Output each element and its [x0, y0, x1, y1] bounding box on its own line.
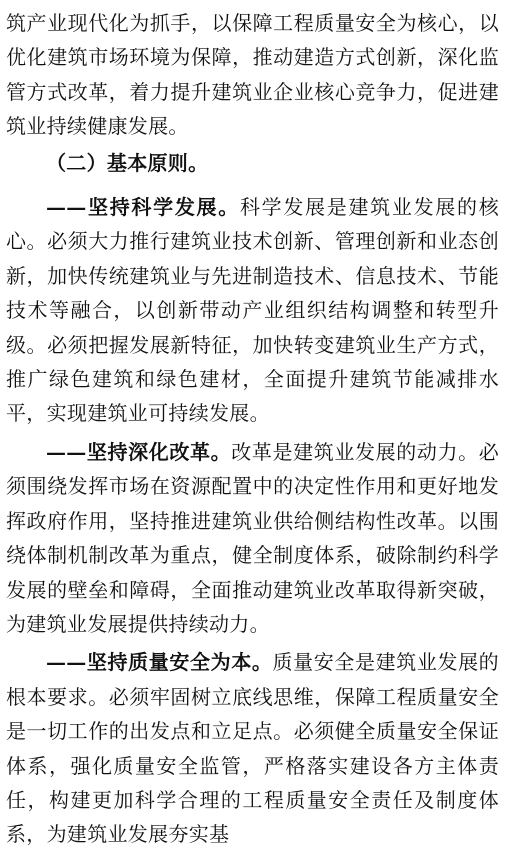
- intro-paragraph: 筑产业现代化为抓手，以保障工程质量安全为核心，以优化建筑市场环境为保障，推动建造方式创新，深化监管方式改革，着力提升建筑业企业核心竞争力，促进建筑业持续健康发展。: [6, 11, 499, 139]
- principle-paragraph-science: [6, 190, 499, 431]
- principle-body: 改革是建筑业发展的动力。必须围绕发挥市场在资源配置中的决定性作用和更好地发挥政府作用，坚持推进建筑业供给侧结构性改革。以围绕体制机制改革为重点，健全制度体系，破除制约科学发展的壁垒和障碍，全面推动建筑业改革取得新突破，为建筑业发展提供持续动力。: [6, 439, 499, 636]
- principle-body: 科学发展是建筑业发展的核心。必须大力推行建筑业技术创新、管理创新和业态创新，加快传统建筑业与先进制造技术、信息技术、节能技术等融合，以创新带动产业组织结构调整和转型升级。必须把握发展新特征，加快转变建筑业生产方式，推广绿色建筑和绿色建材，全面提升建筑节能减排水平，实现建筑业可持续发展。: [6, 195, 499, 426]
- section-heading: （二）基本原则。: [46, 150, 209, 175]
- principle-lead: ——坚持深化改革。: [46, 439, 232, 464]
- principle-paragraph-quality-safety: [6, 645, 499, 851]
- principle-lead: ——坚持质量安全为本。: [46, 650, 273, 675]
- principle-lead: ——坚持科学发展。: [46, 195, 240, 220]
- principle-paragraph-reform: [6, 435, 499, 641]
- principle-body: 质量安全是建筑业发展的根本要求。必须牢固树立底线思维，保障工程质量安全是一切工作的出发点和立足点。必须健全质量安全保证体系，强化质量安全监管，严格落实建设各方主体责任，构建更加科学合理的工程质量安全责任及制度体系，为建筑业发展夯实基: [6, 650, 499, 847]
